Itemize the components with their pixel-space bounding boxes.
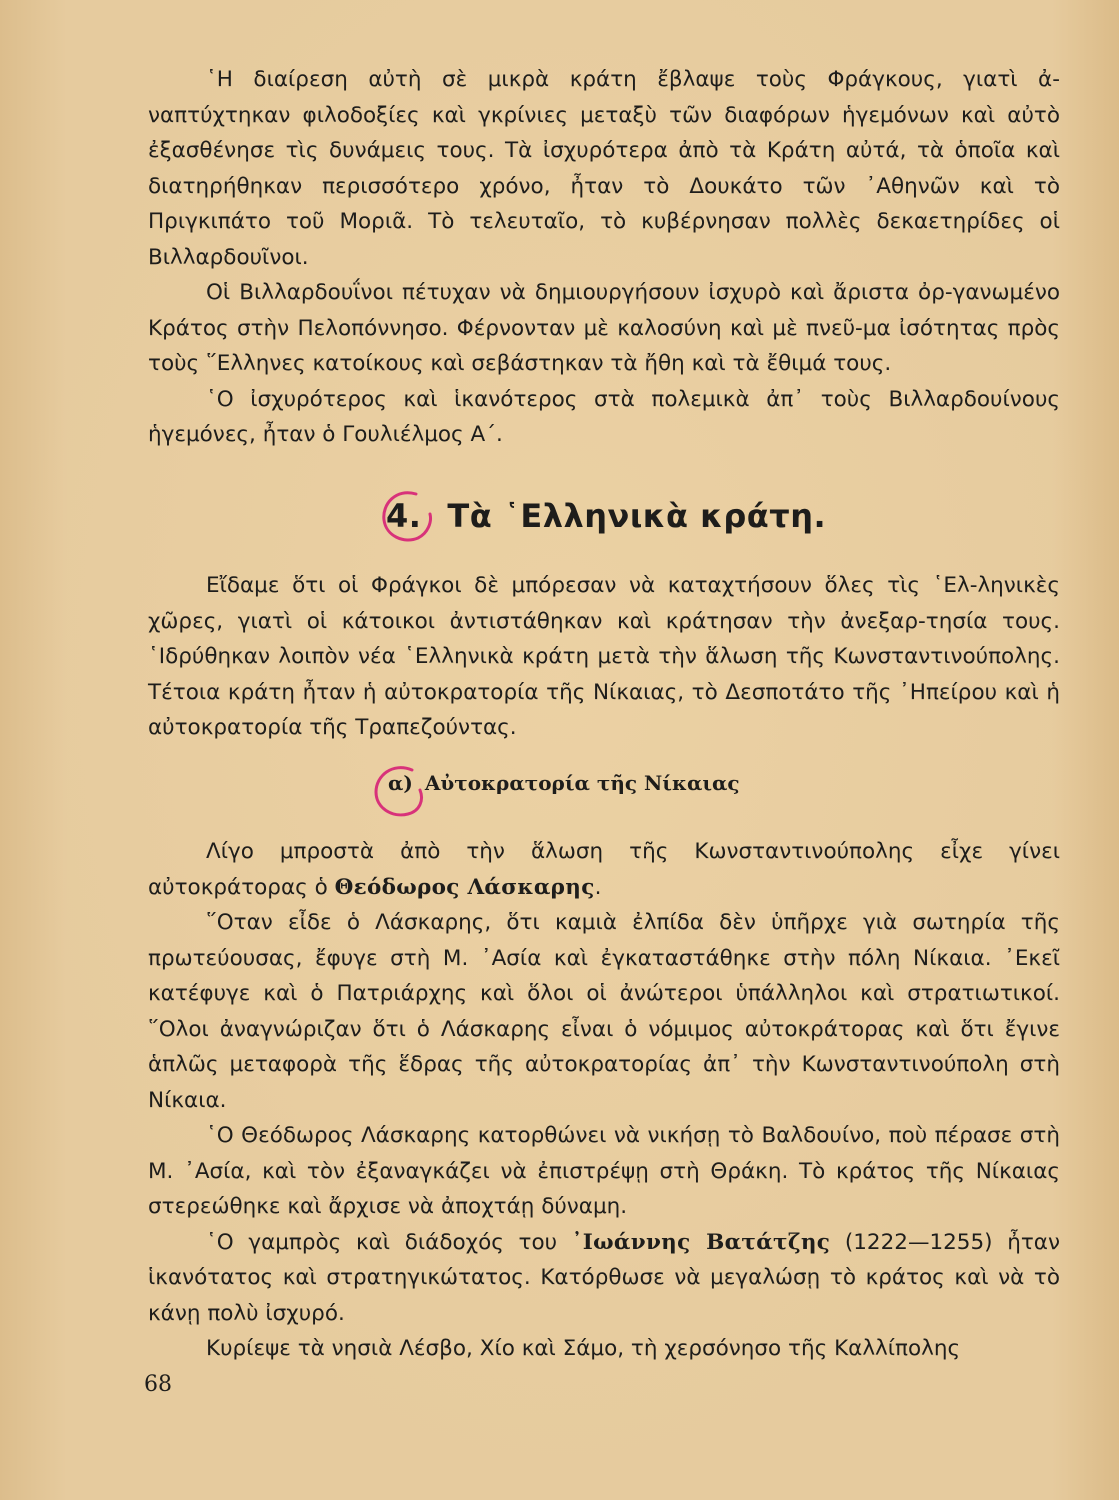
paragraph-text: (1222—1255) ἦταν ἱκανότατος καὶ στρατηγικώτατος. Κατόρθωσε νὰ μεγαλώσῃ τὸ κράτος καὶ νὰ τὸ κάνῃ πολὺ ἰσχυρό. <box>148 1229 1060 1326</box>
paragraph: ῾Η διαίρεση αὐτὴ σὲ μικρὰ κράτη ἔβλαψε τοὺς Φράγκους, γιατὶ ἀ-ναπτύχτηκαν φιλοδοξίες καὶ γκρίνιες μεταξὺ τῶν διαφόρων ἡγεμόνων καὶ αὐτὸ ἐξασθένησε τὶς δυνάμεις τους. Τὰ ἰσχυρότερα ἀπὸ τὰ Κράτη αὐτά, τὰ ὁποῖα καὶ διατηρήθηκαν περισσότερο χρόνο, ἦταν τὸ Δουκάτο τῶν ᾿Αθηνῶν καὶ τὸ Πριγκιπάτο τοῦ Μοριᾶ. Τὸ τελευταῖο, τὸ κυβέρνησαν πολλὲς δεκαετηρίδες οἱ Βιλλαρδουῖνοι. <box>148 67 1060 270</box>
paragraph-text: . <box>594 874 602 900</box>
paragraph: ῾Ο ἰσχυρότερος καὶ ἱκανότερος στὰ πολεμικὰ ἀπ᾿ τοὺς Βιλλαρδουίνους ἡγεμόνες, ἦταν ὁ Γουλιέλμος Α΄. <box>148 386 1060 447</box>
paragraph-text: Λίγο μπροστὰ ἀπὸ τὴν ἅλωση τῆς Κωνσταντινούπολης εἶχε γίνει αὐτοκράτορας ὁ <box>148 839 1060 900</box>
section-heading <box>386 497 826 535</box>
paragraph <box>148 1225 1060 1332</box>
intro-text-block <box>148 62 1060 453</box>
subsection-letter: α) <box>388 771 413 795</box>
paragraph: Κυρίεψε τὰ νησιὰ Λέσβο, Χίο καὶ Σάμο, τὴ χερσόνησο τῆς Καλλίπολης <box>206 1336 961 1361</box>
paragraph: ῞Οταν εἶδε ὁ Λάσκαρης, ὅτι καμιὰ ἐλπίδα δὲν ὑπῆρχε γιὰ σωτηρία τῆς πρωτεύουσας, ἔφυγε στὴ Μ. ᾿Ασία καὶ ἐγκαταστάθηκε στὴν πόλη Νίκαια. ᾿Εκεῖ κατέφυγε καὶ ὁ Πατριάρχης καὶ ὅλοι οἱ ἀνώτεροι ὑπάλληλοι καὶ στρατιωτικοί. ῞Ολοι ἀναγνώριζαν ὅτι ὁ Λάσκαρης εἶναι ὁ νόμιμος αὐτοκράτορας καὶ ὅτι ἔγινε ἁπλῶς μεταφορὰ τῆς ἕδρας τῆς αὐτοκρατορίας ἀπ᾿ τὴν Κωνσταντινούπολη στὴ Νίκαια. <box>148 910 1060 1113</box>
page-number: 68 <box>144 1372 172 1397</box>
emphasized-name: ᾿Ιωάννης Βατάτζης <box>571 1229 831 1255</box>
section-text-block <box>148 568 1060 746</box>
paragraph-text: ῾Ο γαμπρὸς καὶ διάδοχός του <box>206 1229 558 1255</box>
section-number: 4. <box>386 497 422 535</box>
paragraph: Οἱ Βιλλαρδουΐνοι πέτυχαν νὰ δημιουργήσουν ἰσχυρὸ καὶ ἄριστα ὀρ-γανωμένο Κράτος στὴν Πελοπόννησο. Φέρνονταν μὲ καλοσύνη καὶ μὲ πνεῦ-μα ἰσότητας πρὸς τοὺς ῞Ελληνες κατοίκους καὶ σεβάστηκαν τὰ ἤθη καὶ τὰ ἔθιμά τους. <box>148 280 1060 376</box>
paragraph <box>148 834 1060 905</box>
subsection-title: Αὐτοκρατορία τῆς Νίκαιας <box>424 771 740 795</box>
nicaea-text-block <box>148 834 1060 1367</box>
subsection-heading <box>388 771 740 795</box>
paragraph: ῾Ο Θεόδωρος Λάσκαρης κατορθώνει νὰ νικήσῃ τὸ Βαλδουίνο, ποὺ πέρασε στὴ Μ. ᾿Ασία, καὶ τὸν ἐξαναγκάζει νὰ ἐπιστρέψῃ στὴ Θράκη. Τὸ κράτος τῆς Νίκαιας στερεώθηκε καὶ ἄρχισε νὰ ἀποχτάῃ δύναμη. <box>148 1123 1060 1219</box>
paragraph: Εἴδαμε ὅτι οἱ Φράγκοι δὲ μπόρεσαν νὰ καταχτήσουν ὅλες τὶς ῾Ελ-ληνικὲς χῶρες, γιατὶ οἱ κάτοικοι ἀντιστάθηκαν καὶ κράτησαν τὴν ἀνεξαρ-τησία τους. ῾Ιδρύθηκαν λοιπὸν νέα ῾Ελληνικὰ κράτη μετὰ τὴν ἅλωση τῆς Κωνσταντινούπολης. Τέτοια κράτη ἦταν ἡ αὐτοκρατορία τῆς Νίκαιας, τὸ Δεσποτάτο τῆς ᾿Ηπείρου καὶ ἡ αὐτοκρατορία τῆς Τραπεζούντας. <box>148 573 1060 740</box>
section-title: Τὰ ῾Ελληνικὰ κράτη. <box>447 497 827 535</box>
emphasized-name: Θεόδωρος Λάσκαρης <box>334 874 595 900</box>
